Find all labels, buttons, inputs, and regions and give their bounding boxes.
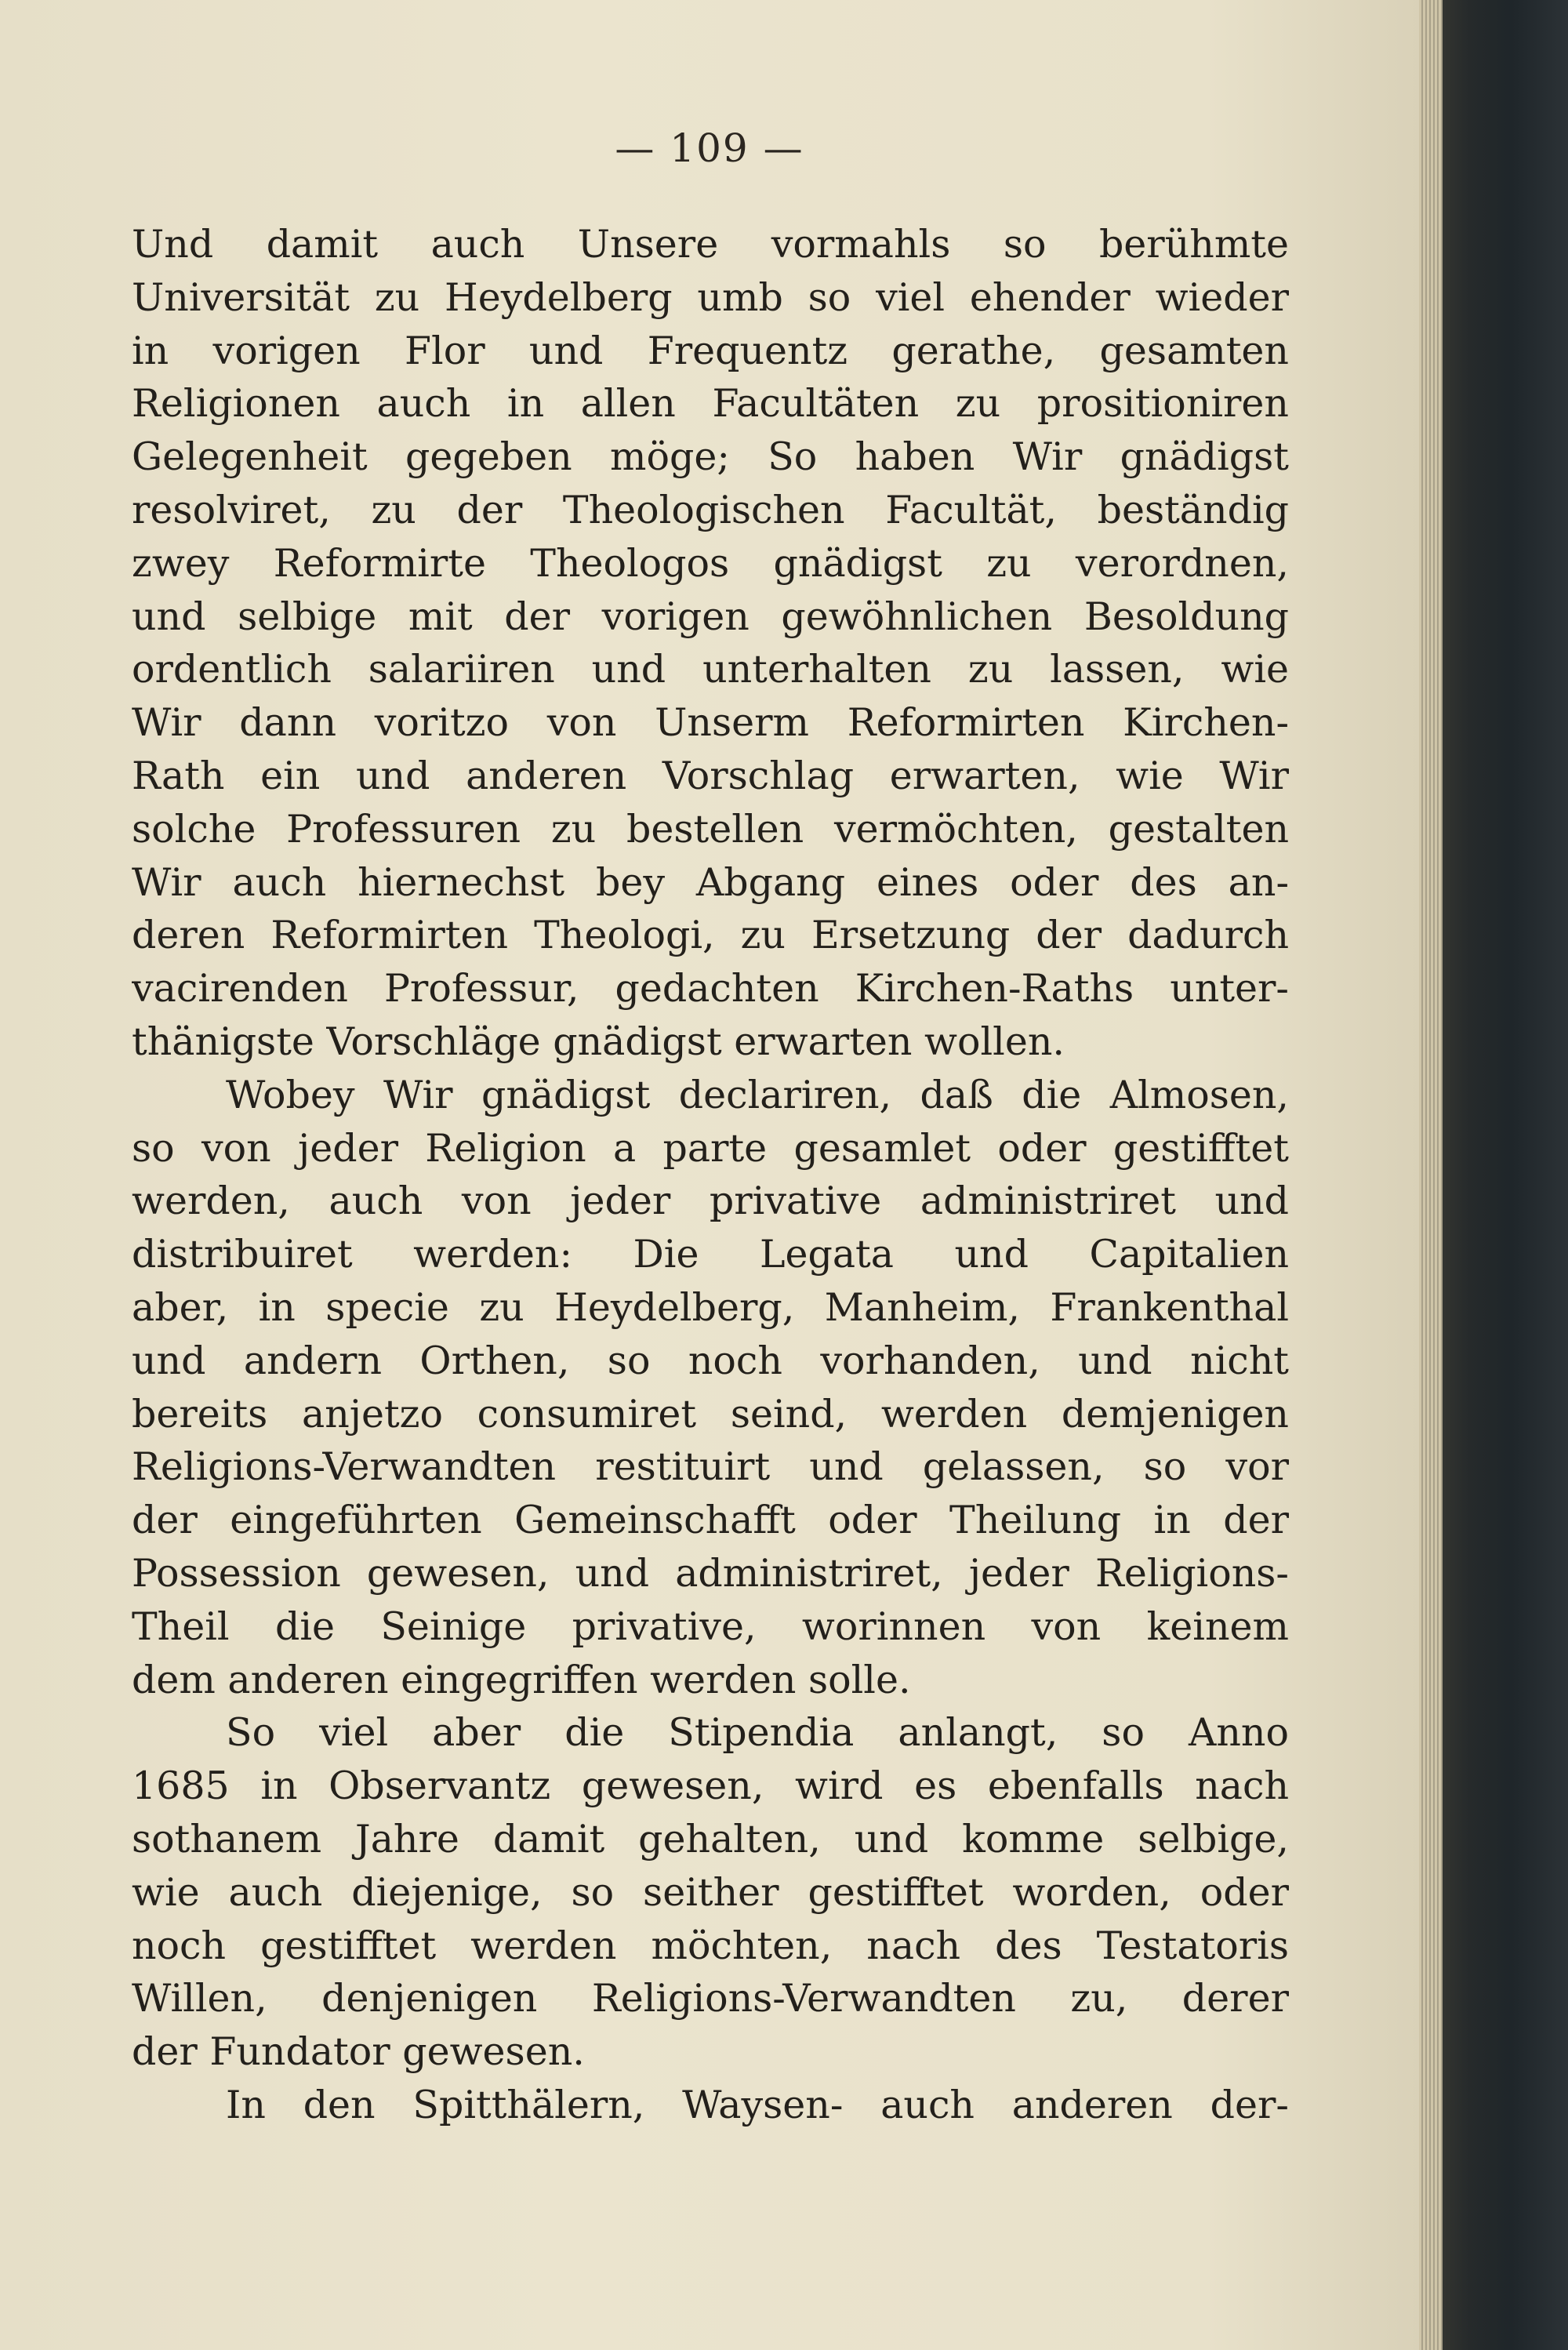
text-line: resolviret, zu der Theologischen Facultät, beständig [132,487,1289,532]
text-line: noch gestifftet werden möchten, nach des Testatoris [132,1923,1289,1968]
text-line: So viel aber die Stipendia anlangt, so Anno [226,1710,1289,1756]
text-line: vacirenden Professur, gedachten Kirchen-Raths unter- [132,966,1289,1012]
text-line: Wir dann voritzo von Unserm Reformirten Kirchen- [132,700,1289,746]
text-line: und selbige mit der vorigen gewöhnlichen Besoldung [132,594,1289,639]
text-line: Wobey Wir gnädigst declariren, daß die Almosen, [226,1072,1289,1117]
text-line: Theil die Seinige privative, worinnen von keinem [132,1604,1289,1649]
text-line: werden, auch von jeder privative administriret und [132,1179,1289,1224]
text-line: bereits anjetzo consumiret seind, werden demjenigen [132,1391,1289,1437]
text-line: Religions-Verwandten restituirt und gelassen, so vor [132,1444,1289,1490]
text-line: distribuiret werden: Die Legata und Capitalien [132,1232,1289,1277]
text-line: dem anderen eingegriffen werden solle. [132,1657,911,1702]
text-line: Wir auch hiernechst bey Abgang eines oder des an- [132,859,1289,905]
text-line: 1685 in Observantz gewesen, wird es ebenfalls nach [132,1763,1289,1809]
text-line: Gelegenheit gegeben möge; So haben Wir gnädigst [132,434,1289,480]
book-cover-edge [1427,0,1568,2350]
text-line: deren Reformirten Theologi, zu Ersetzung der dadurch [132,913,1289,958]
text-line: In den Spitthälern, Waysen- auch anderen der- [226,2082,1289,2127]
text-line: ordentlich salariiren und unterhalten zu lassen, wie [132,647,1289,692]
text-line: thänigste Vorschläge gnädigst erwarten wollen. [132,1019,1065,1064]
text-line: aber, in specie zu Heydelberg, Manheim, Frankenthal [132,1284,1289,1330]
text-line: der eingeführten Gemeinschafft oder Theilung in der [132,1498,1289,1543]
text-line: sothanem Jahre damit gehalten, und komme selbige, [132,1816,1289,1861]
text-line: und andern Orthen, so noch vorhanden, und nicht [132,1338,1289,1383]
text-line: der Fundator gewesen. [132,2029,585,2075]
text-line: wie auch diejenige, so seither gestifftet worden, oder [132,1869,1289,1915]
text-line: Religionen auch in allen Facultäten zu prositioniren [132,381,1289,427]
text-line: Universität zu Heydelberg umb so viel ehender wieder [132,274,1289,320]
text-line: zwey Reformirte Theologos gnädigst zu verordnen, [132,540,1289,586]
text-line: Rath ein und anderen Vorschlag erwarten, wie Wir [132,753,1289,798]
text-line: so von jeder Religion a parte gesamlet oder gestifftet [132,1125,1289,1171]
text-line: Und damit auch Unsere vormahls so berühmte [132,222,1289,267]
text-line: Possession gewesen, und administriret, jeder Religions- [132,1550,1289,1596]
body-text [132,218,1289,2132]
text-line: solche Professuren zu bestellen vermöchten, gestalten [132,806,1289,852]
page-number-header: — 109 — [615,125,804,171]
text-line: in vorigen Flor und Frequentz gerathe, gesamten [132,328,1289,373]
text-line: Willen, denjenigen Religions-Verwandten zu, derer [132,1976,1289,2021]
